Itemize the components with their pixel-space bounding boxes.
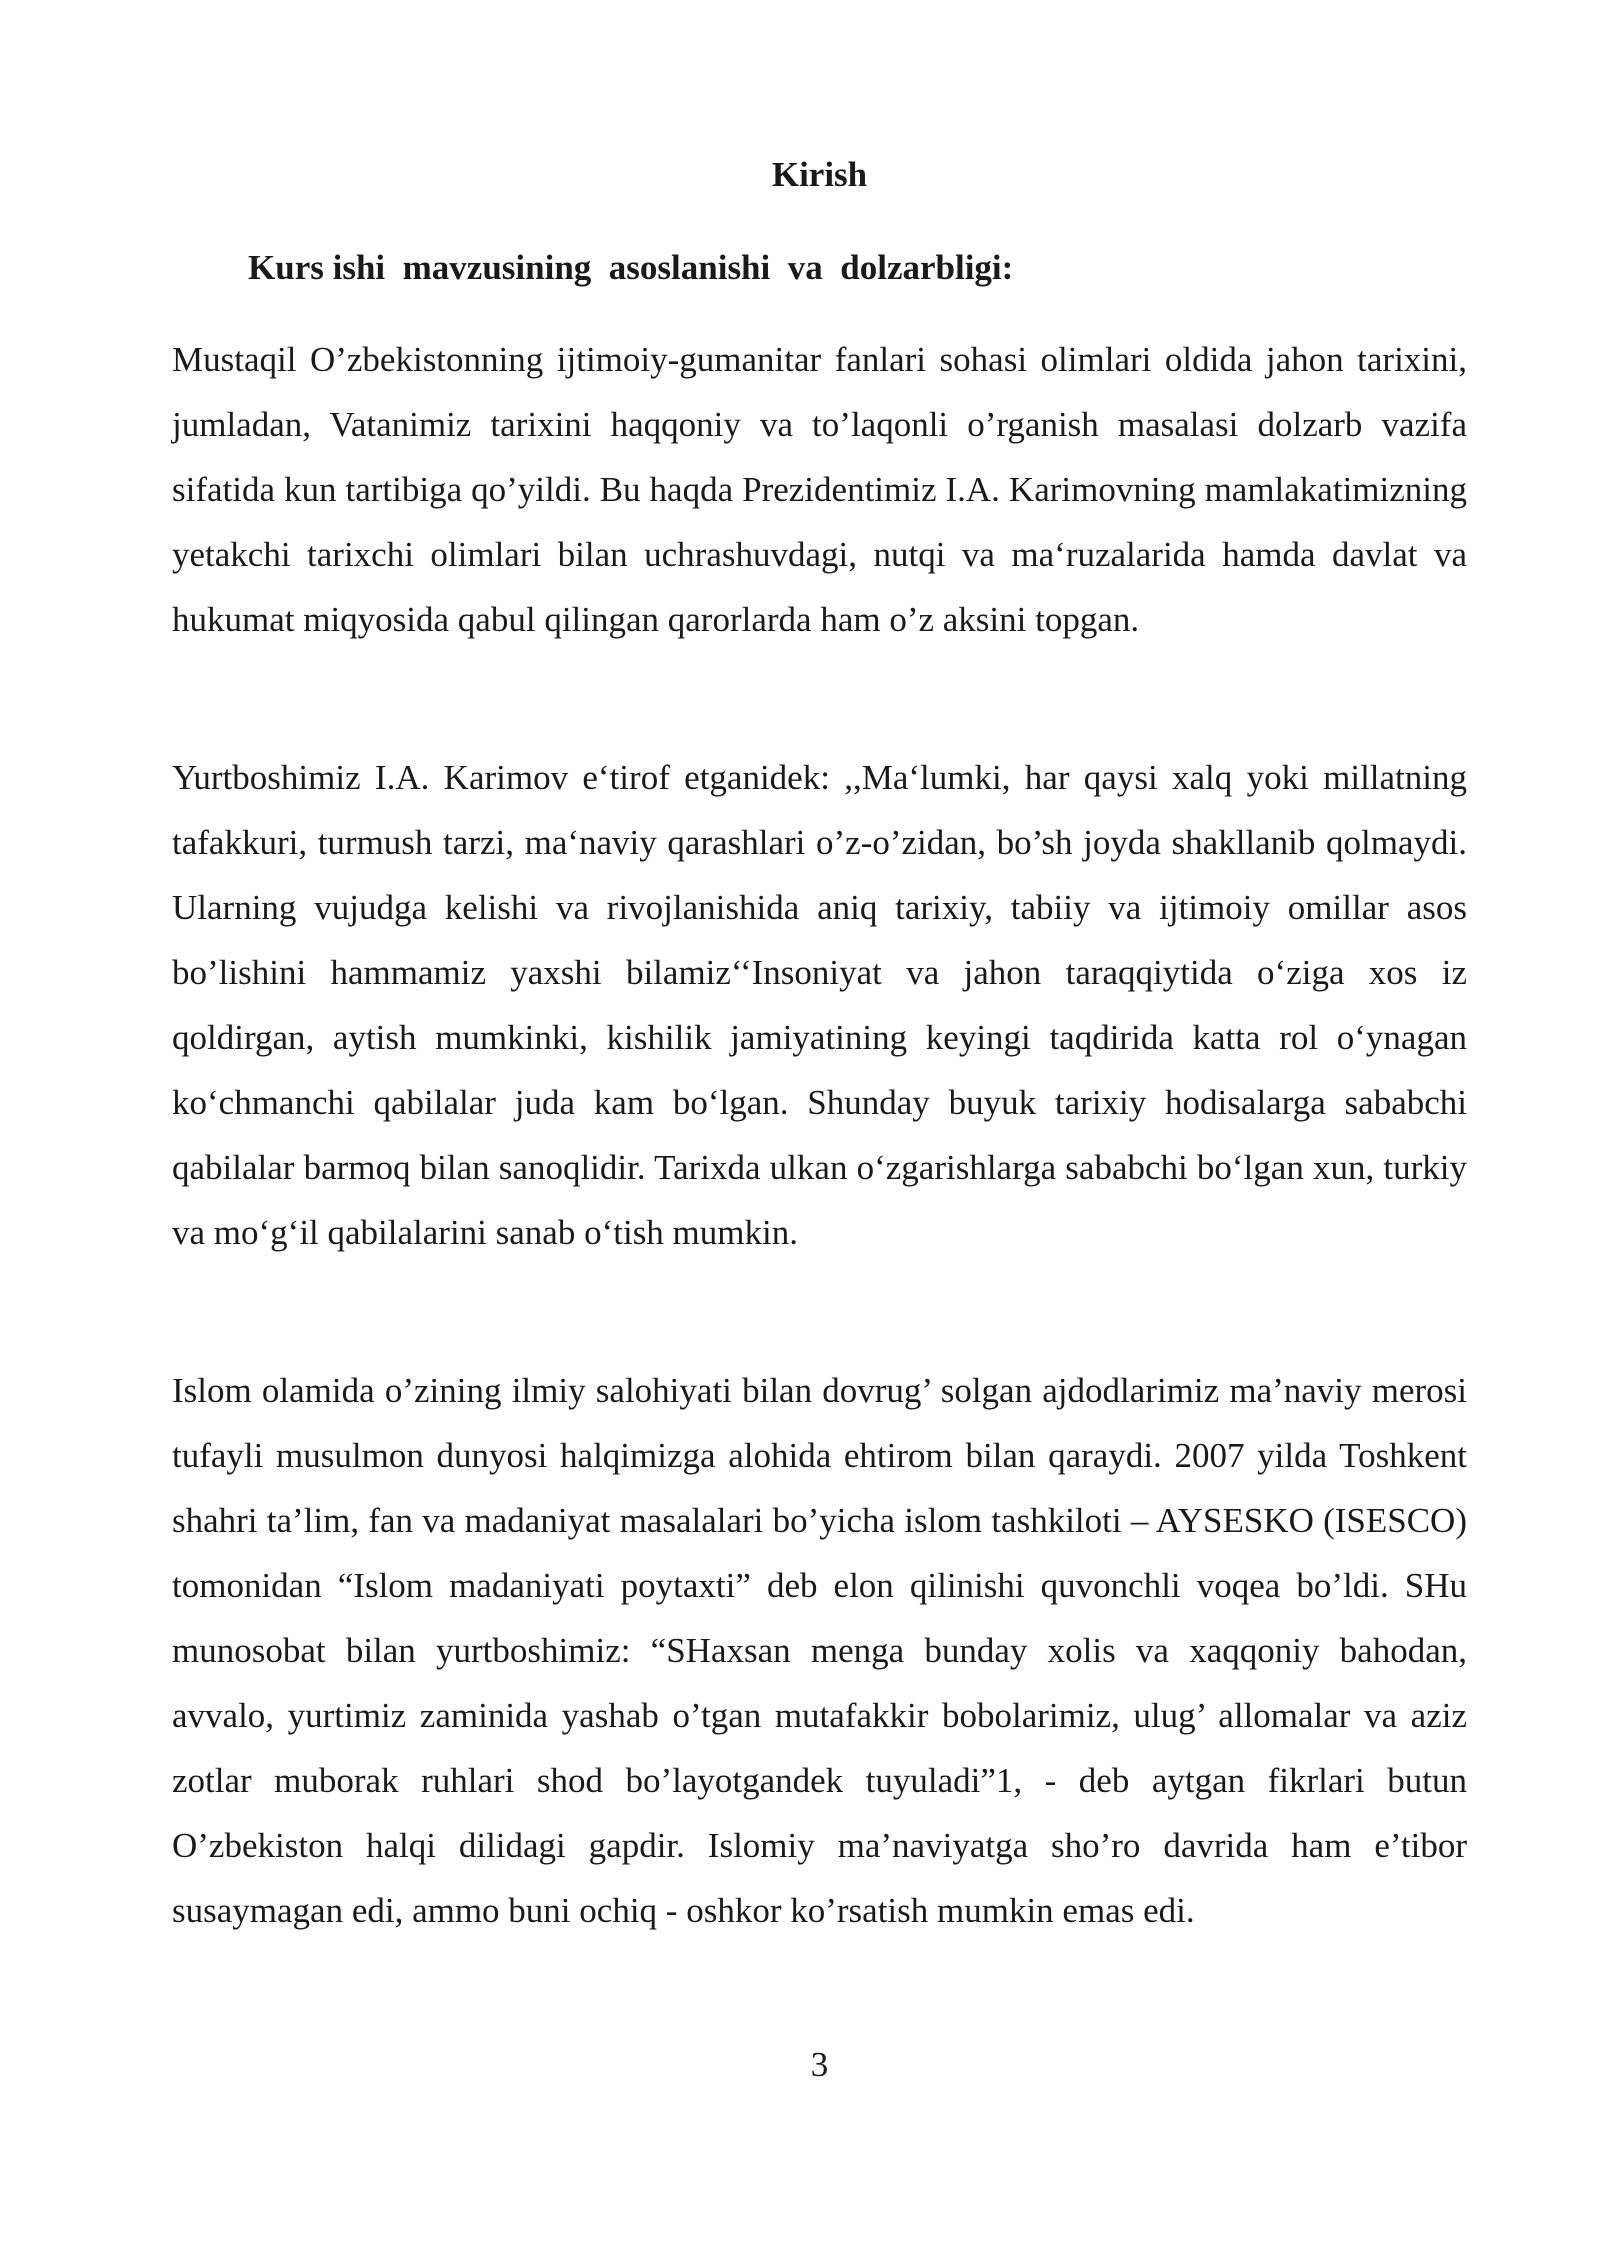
paragraph: Islom olamida o’zining ilmiy salohiyati bilan dovrug’ solgan ajdodlarimiz ma’naviy merosi tufayli musulmon dunyosi halqimizga alohida ehtirom bilan qaraydi. 2007 yilda Toshkent shahri ta’lim, fan va madaniyat masalalari bo’yicha islom tashkiloti – AYSESKO (ISESCO) tomonidan “Islom madaniyati poytaxti” deb elon qilinishi quvonchli voqea bo’ldi. SHu munosobat bilan yurtboshimiz: “SHaxsan menga bunday xolis va xaqqoniy bahodan, avvalo, yurtimiz zaminida yashab o’tgan mutafakkir bobolarimiz, ulug’ allomalar va aziz zotlar muborak ruhlari shod bo’layotgandek tuyuladi”1, - deb aytgan fikrlari butun O’zbekiston halqi dilidagi gapdir. Islomiy ma’naviyatga sho’ro davrida ham e’tibor susaymagan edi, ammo buni ochiq - oshkor ko’rsatish mumkin emas edi. <box>172 1371 1467 1930</box>
section-heading: Kurs ishi mavzusining asoslanishi va dolzarbligi: <box>248 248 1014 287</box>
page-title: Kirish <box>771 155 868 194</box>
page-number: 3 <box>810 2045 829 2084</box>
paragraph: Yurtboshimiz I.A. Karimov eʻtirof etganidek: ,,Maʻlumki, har qaysi xalq yoki millatning tafakkuri, turmush tarzi, maʻnaviy qarashlari o’z-o’zidan, bo’sh joyda shakllanib qolmaydi. Ularning vujudga kelishi va rivojlanishida aniq tarixiy, tabiiy va ijtimoiy omillar asos bo’lishini hammamiz yaxshi bilamiz‘‘Insoniyat va jahon taraqqiytida oʻziga xos iz qoldirgan, aytish mumkinki, kishilik jamiyatining keyingi taqdirida katta rol oʻynagan koʻchmanchi qabilalar juda kam boʻlgan. Shunday buyuk tarixiy hodisalarga sababchi qabilalar barmoq bilan sanoqlidir. Tarixda ulkan oʻzgarishlarga sababchi boʻlgan xun, turkiy va moʻgʻil qabilalarini sanab oʻtish mumkin. <box>172 758 1467 1252</box>
document-page <box>172 0 1467 2262</box>
paragraph: Mustaqil O’zbekistonning ijtimoiy-gumanitar fanlari sohasi olimlari oldida jahon tarixini, jumladan, Vatanimiz tarixini haqqoniy va to’laqonli o’rganish masalasi dolzarb vazifa sifatida kun tartibiga qo’yildi. Bu haqda Prezidentimiz I.A. Karimovning mamlakatimizning yetakchi tarixchi olimlari bilan uchrashuvdagi, nutqi va maʻruzalarida hamda davlat va hukumat miqyosida qabul qilingan qarorlarda ham o’z aksini topgan. <box>172 340 1467 639</box>
